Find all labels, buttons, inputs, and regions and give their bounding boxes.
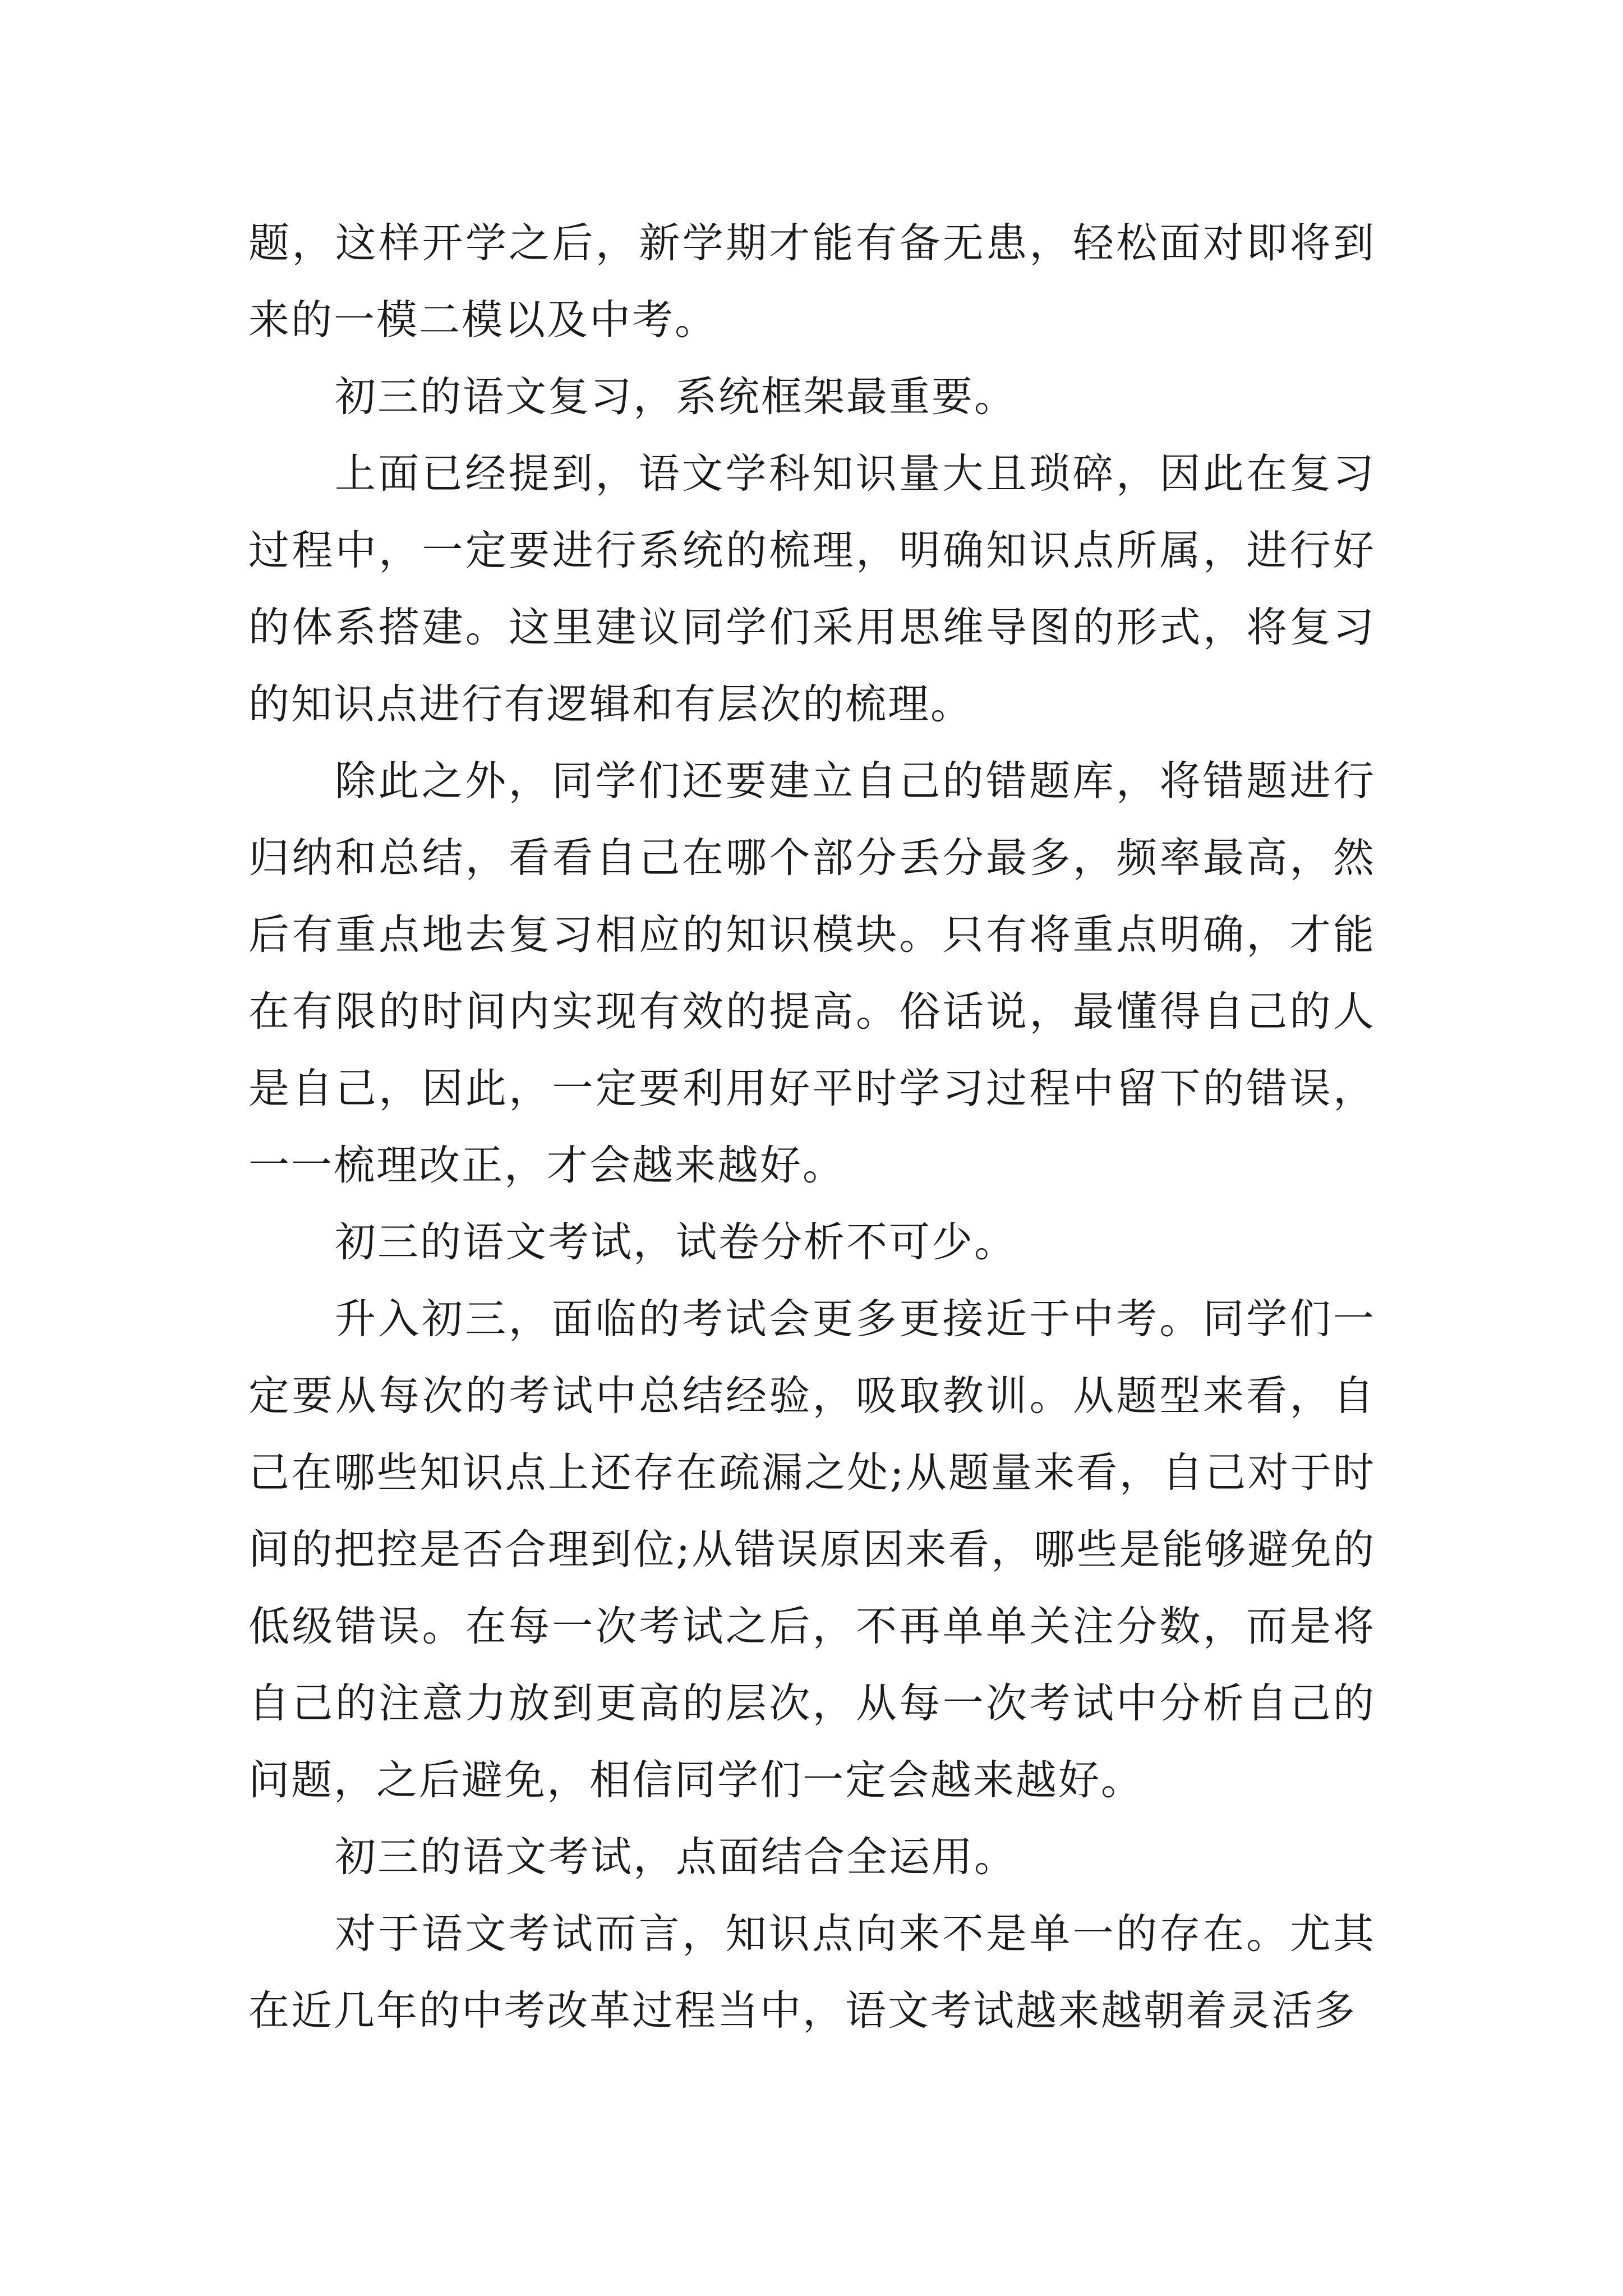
paragraph-systematic-review: 上面已经提到，语文学科知识量大且琐碎，因此在复习过程中，一定要进行系统的梳理，明确知识点所属，进行好的体系搭建。这里建议同学们采用思维导图的形式，将复习的知识点进行有逻辑和有层次的梳理。 [248,450,1376,728]
section-heading-point-and-area: 初三的语文考试，点面结合全运用。 [335,1833,1017,1881]
section-heading-review-framework: 初三的语文复习，系统框架最重要。 [335,373,1017,421]
section-heading-paper-analysis: 初三的语文考试，试卷分析不可少。 [335,1218,1017,1266]
paragraph-exam-reform: 对于语文考试而言，知识点向来不是单一的存在。尤其在近几年的中考改革过程当中，语文考试越来越朝着灵活多 [248,1910,1376,2035]
paragraph-error-bank: 除此之外，同学们还要建立自己的错题库，将错题进行归纳和总结，看看自己在哪个部分丢分最多，频率最高，然后有重点地去复习相应的知识模块。只有将重点明确，才能在有限的时间内实现有效的提高。俗话说，最懂得自己的人是自己，因此，一定要利用好平时学习过程中留下的错误，一一梳理改正，才会越来越好。 [248,757,1376,1189]
paragraph-exam-analysis: 升入初三，面临的考试会更多更接近于中考。同学们一定要从每次的考试中总结经验，吸取教训。从题型来看，自己在哪些知识点上还存在疏漏之处;从题量来看，自己对于时间的把控是否合理到位;从错误原因来看，哪些是能够避免的低级错误。在每一次考试之后，不再单单关注分数，而是将自己的注意力放到更高的层次，从每一次考试中分析自己的问题，之后避免，相信同学们一定会越来越好。 [248,1295,1376,1804]
paragraph-continuation: 题，这样开学之后，新学期才能有备无患，轻松面对即将到来的一模二模以及中考。 [248,219,1376,344]
document-body [248,205,1376,2049]
